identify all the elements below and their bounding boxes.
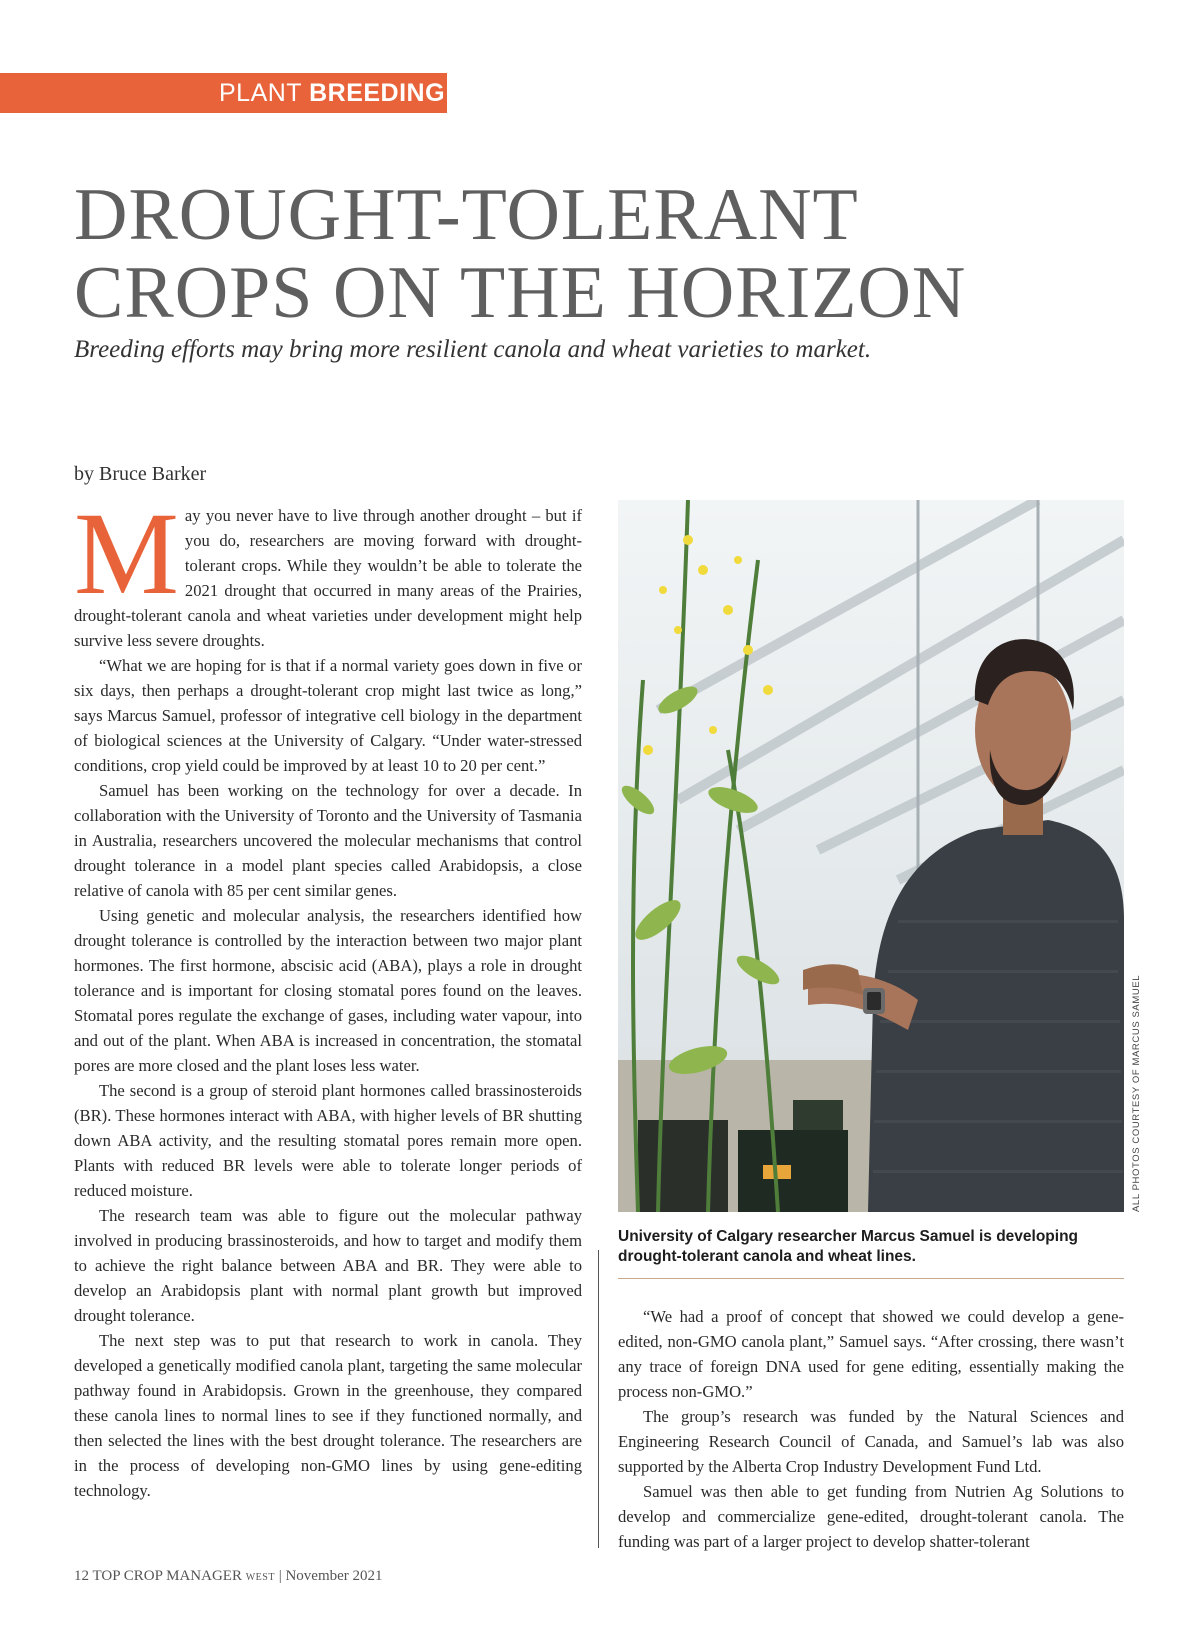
paragraph: Samuel has been working on the technology for over a decade. In collaboration with the University of Toronto and the University of Tasmania in Australia, researchers uncovered the molecular mechanisms that control drought tolerance in a model plant species called Arabidopsis, a close relative of canola with 85 per cent similar genes. [74,781,582,900]
section-label-light: PLANT [219,79,302,107]
paragraph: The second is a group of steroid plant hormones called brassinosteroids (BR). These hormones interact with ABA, with higher levels of BR shutting down ABA activity, and the resulting stomatal pores remain more open. Plants with reduced BR levels were able to tolerate longer periods of reduced moisture. [74,1081,582,1200]
magazine-edition: WEST [245,1572,275,1583]
paragraph: The group’s research was funded by the Natural Sciences and Engineering Research Council of Canada, and Samuel’s lab was also supported by the Alberta Crop Industry Development Fund Ltd. [618,1407,1124,1476]
paragraph: Samuel was then able to get funding from Nutrien Ag Solutions to develop and commercialize gene-edited, drought-tolerant canola. The funding was part of a larger project to develop shatter-tolerant [618,1482,1124,1551]
paragraph: The research team was able to figure out the molecular pathway involved in producing brassinosteroids, and how to target and modify them to achieve the right balance between ABA and BR. They were able to develop an Arabidopsis plant with normal plant growth but improved drought tolerance. [74,1206,582,1325]
photo-caption: University of Calgary researcher Marcus Samuel is developing drought-tolerant canola and wheat lines. [618,1228,1079,1265]
section-tab [0,73,447,113]
paragraph: ay you never have to live through another drought – but if you do, researchers are moving forward with drought-tolerant crops. While they wouldn’t be able to tolerate the 2021 drought that occurred in many areas of the Prairies, drought-tolerant canola and wheat varieties under development might help survive less severe droughts. [74,506,582,650]
photo-credit: ALL PHOTOS COURTESY OF MARCUS SAMUEL [1131,974,1142,1212]
headline-line-2: CROPS ON THE HORIZON [74,252,967,334]
page-folio [74,1568,383,1585]
column-divider [598,1250,599,1548]
headline-line-1: DROUGHT-TOLERANT [74,174,859,256]
section-label-bold: BREEDING [309,79,446,107]
paragraph: “We had a proof of concept that showed we could develop a gene-edited, non-GMO canola plant,” Samuel says. “After crossing, there wasn’t any trace of foreign DNA used for gene editing, essentially making the process non-GMO.” [618,1307,1124,1401]
article-column-left [74,488,582,1503]
greenhouse-researcher-illustration [618,500,1124,1212]
paragraph: The next step was to put that research to work in canola. They developed a genetically modified canola plant, targeting the same molecular pathway found in Arabidopsis. Grown in the greenhouse, they compared these canola lines to normal lines to see if they functioned normally, and then selected the lines with the best drought tolerance. The researchers are in the process of developing non-GMO lines by using gene-editing technology. [74,1331,582,1500]
caption-divider [618,1278,1124,1279]
issue-date: November 2021 [285,1568,383,1584]
magazine-name: TOP CROP MANAGER [92,1568,242,1584]
article-photo [618,500,1124,1212]
page-number: 12 [74,1568,89,1584]
section-label [219,79,445,108]
paragraph: “What we are hoping for is that if a normal variety goes down in five or six days, then perhaps a drought-tolerant crop might last twice as long,” says Marcus Samuel, professor of integrative cell biology in the department of biological sciences at the University of Calgary. “Under water-stressed conditions, crop yield could be improved by at least 10 to 20 per cent.” [74,656,582,775]
drop-cap: M [74,488,179,619]
folio-separator: | [278,1568,282,1584]
deck-subtitle: Breeding efforts may bring more resilient canola and wheat varieties to market. [74,336,872,363]
byline: by Bruce Barker [74,463,207,485]
paragraph: Using genetic and molecular analysis, the researchers identified how drought tolerance is controlled by the interaction between two major plant hormones. The first hormone, abscisic acid (ABA), plays a role in drought tolerance and is important for closing stomatal pores found on the leaves. Stomatal pores regulate the exchange of gases, including water vapour, into and out of the plant. When ABA is increased in concentration, the stomatal pores are more closed and the plant loses less water. [74,906,582,1075]
article-column-right [618,1304,1124,1554]
headline [74,176,1134,332]
